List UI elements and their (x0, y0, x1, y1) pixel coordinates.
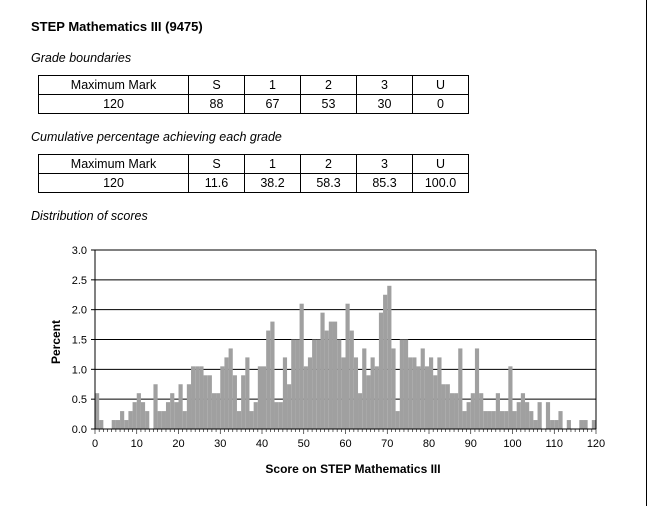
bar (454, 393, 458, 429)
bar (371, 357, 375, 429)
bar (120, 411, 124, 429)
cumulative-percentage-heading: Cumulative percentage achieving each grade (31, 130, 282, 144)
y-tick-label: 2.0 (71, 304, 87, 317)
bar (425, 366, 429, 429)
x-tick-label: 40 (255, 438, 269, 450)
bar (592, 420, 596, 429)
x-tick-label: 120 (586, 438, 606, 450)
bar (400, 340, 404, 430)
bar (500, 411, 504, 429)
bar (412, 357, 416, 429)
bar (433, 375, 437, 429)
x-tick-label: 100 (503, 438, 522, 450)
bar (174, 402, 178, 429)
bar (379, 313, 383, 429)
bar (533, 420, 537, 429)
bar (304, 366, 308, 429)
bar (158, 411, 162, 429)
bar (513, 411, 517, 429)
bar (517, 402, 521, 429)
bar (550, 420, 554, 429)
bar (337, 340, 341, 430)
bar (162, 411, 166, 429)
bar (404, 340, 408, 430)
bar (354, 357, 358, 429)
x-tick-label: 20 (172, 438, 185, 450)
bar (546, 402, 550, 429)
bar (429, 357, 433, 429)
header-cell: U (413, 155, 469, 174)
bar (249, 411, 253, 429)
bar (245, 357, 249, 429)
bar (258, 366, 262, 429)
bar (208, 375, 212, 429)
bar (325, 331, 329, 429)
bar (254, 402, 258, 429)
y-tick-label: 3.0 (71, 245, 87, 257)
bar (229, 348, 233, 429)
bar (442, 384, 446, 429)
header-cell: Maximum Mark (39, 76, 189, 95)
bar (437, 357, 441, 429)
bar (170, 393, 174, 429)
header-cell: 1 (245, 76, 301, 95)
bar (316, 340, 320, 430)
bar (462, 411, 466, 429)
bar (191, 366, 195, 429)
bar (558, 411, 562, 429)
bar (362, 348, 366, 429)
bar (308, 357, 312, 429)
bar (504, 411, 508, 429)
header-cell: S (189, 76, 245, 95)
bar (579, 420, 583, 429)
x-tick-label: 30 (214, 438, 227, 450)
bar (475, 348, 479, 429)
bar (183, 411, 187, 429)
value-cell: 58.3 (301, 174, 357, 193)
bar (567, 420, 571, 429)
bar (450, 393, 454, 429)
bar (341, 357, 345, 429)
y-tick-label: 1.0 (71, 364, 87, 377)
header-cell: S (189, 155, 245, 174)
value-cell: 30 (357, 95, 413, 114)
bar (396, 411, 400, 429)
value-cell: 53 (301, 95, 357, 114)
value-cell: 120 (39, 174, 189, 193)
bar (538, 402, 542, 429)
x-axis-label: Score on STEP Mathematics III (265, 462, 441, 476)
bar (166, 402, 170, 429)
bar (496, 393, 500, 429)
bar (145, 411, 149, 429)
bar (233, 375, 237, 429)
y-tick-label: 2.5 (71, 274, 87, 287)
bar (283, 357, 287, 429)
bar (99, 420, 103, 429)
x-tick-label: 90 (464, 438, 477, 450)
x-tick-label: 50 (297, 438, 310, 450)
header-cell: Maximum Mark (39, 155, 189, 174)
bar (300, 304, 304, 429)
bar (583, 420, 587, 429)
bar (525, 402, 529, 429)
value-cell: 88 (189, 95, 245, 114)
bar (220, 366, 224, 429)
value-cell: 67 (245, 95, 301, 114)
value-cell: 38.2 (245, 174, 301, 193)
bar (141, 402, 145, 429)
bar (153, 384, 157, 429)
value-cell: 0 (413, 95, 469, 114)
bar (383, 295, 387, 429)
page-title: STEP Mathematics III (9475) (31, 19, 203, 34)
bar (266, 331, 270, 429)
bar (95, 393, 99, 429)
bar (270, 322, 274, 429)
bar (275, 402, 279, 429)
value-cell: 100.0 (413, 174, 469, 193)
bar (195, 366, 199, 429)
bar (408, 357, 412, 429)
bar (492, 411, 496, 429)
y-tick-label: 0.0 (71, 424, 87, 436)
bar (333, 322, 337, 429)
bar (508, 366, 512, 429)
header-cell: 2 (301, 76, 357, 95)
bar (199, 366, 203, 429)
bar (262, 366, 266, 429)
grade-boundaries-heading: Grade boundaries (31, 51, 132, 65)
value-cell: 11.6 (189, 174, 245, 193)
value-cell: 85.3 (357, 174, 413, 193)
bar (375, 366, 379, 429)
x-tick-label: 10 (130, 438, 143, 450)
bar (329, 322, 333, 429)
bar (479, 393, 483, 429)
bar (112, 420, 116, 429)
bar (358, 393, 362, 429)
bar (179, 384, 183, 429)
x-tick-label: 60 (339, 438, 352, 450)
bar (320, 313, 324, 429)
bar (116, 420, 120, 429)
bar (416, 366, 420, 429)
bar (212, 393, 216, 429)
bar (295, 340, 299, 430)
bar (554, 420, 558, 429)
distribution-heading: Distribution of scores (31, 209, 148, 223)
bar (241, 375, 245, 429)
x-tick-label: 80 (422, 438, 436, 450)
bar (137, 393, 141, 429)
y-tick-label: 0.5 (71, 394, 87, 407)
header-cell: 3 (357, 76, 413, 95)
bar (287, 384, 291, 429)
bar (387, 286, 391, 429)
bar (133, 402, 137, 429)
bar (224, 357, 228, 429)
bar (467, 402, 471, 429)
bar (312, 340, 316, 430)
x-tick-label: 0 (91, 438, 99, 450)
bar (216, 393, 220, 429)
header-cell: U (413, 76, 469, 95)
bar (483, 411, 487, 429)
bar (291, 340, 295, 430)
header-cell: 1 (245, 155, 301, 174)
x-tick-label: 70 (381, 438, 394, 450)
bar (124, 420, 128, 429)
bar (366, 375, 370, 429)
bar (458, 348, 462, 429)
bar (471, 393, 475, 429)
bar (521, 393, 525, 429)
bar (446, 384, 450, 429)
header-cell: 2 (301, 155, 357, 174)
header-cell: 3 (357, 155, 413, 174)
y-axis-label: Percent (49, 319, 63, 365)
bars (95, 286, 596, 429)
bar (487, 411, 491, 429)
bar (529, 411, 533, 429)
bar (128, 411, 132, 429)
bar (346, 304, 350, 429)
bar (350, 331, 354, 429)
y-tick-label: 1.5 (71, 334, 87, 347)
value-cell: 120 (39, 95, 189, 114)
bar (204, 375, 208, 429)
bar (421, 348, 425, 429)
bar (237, 411, 241, 429)
bar (187, 384, 191, 429)
bar (391, 348, 395, 429)
bar (279, 402, 283, 429)
x-tick-label: 110 (545, 438, 564, 450)
